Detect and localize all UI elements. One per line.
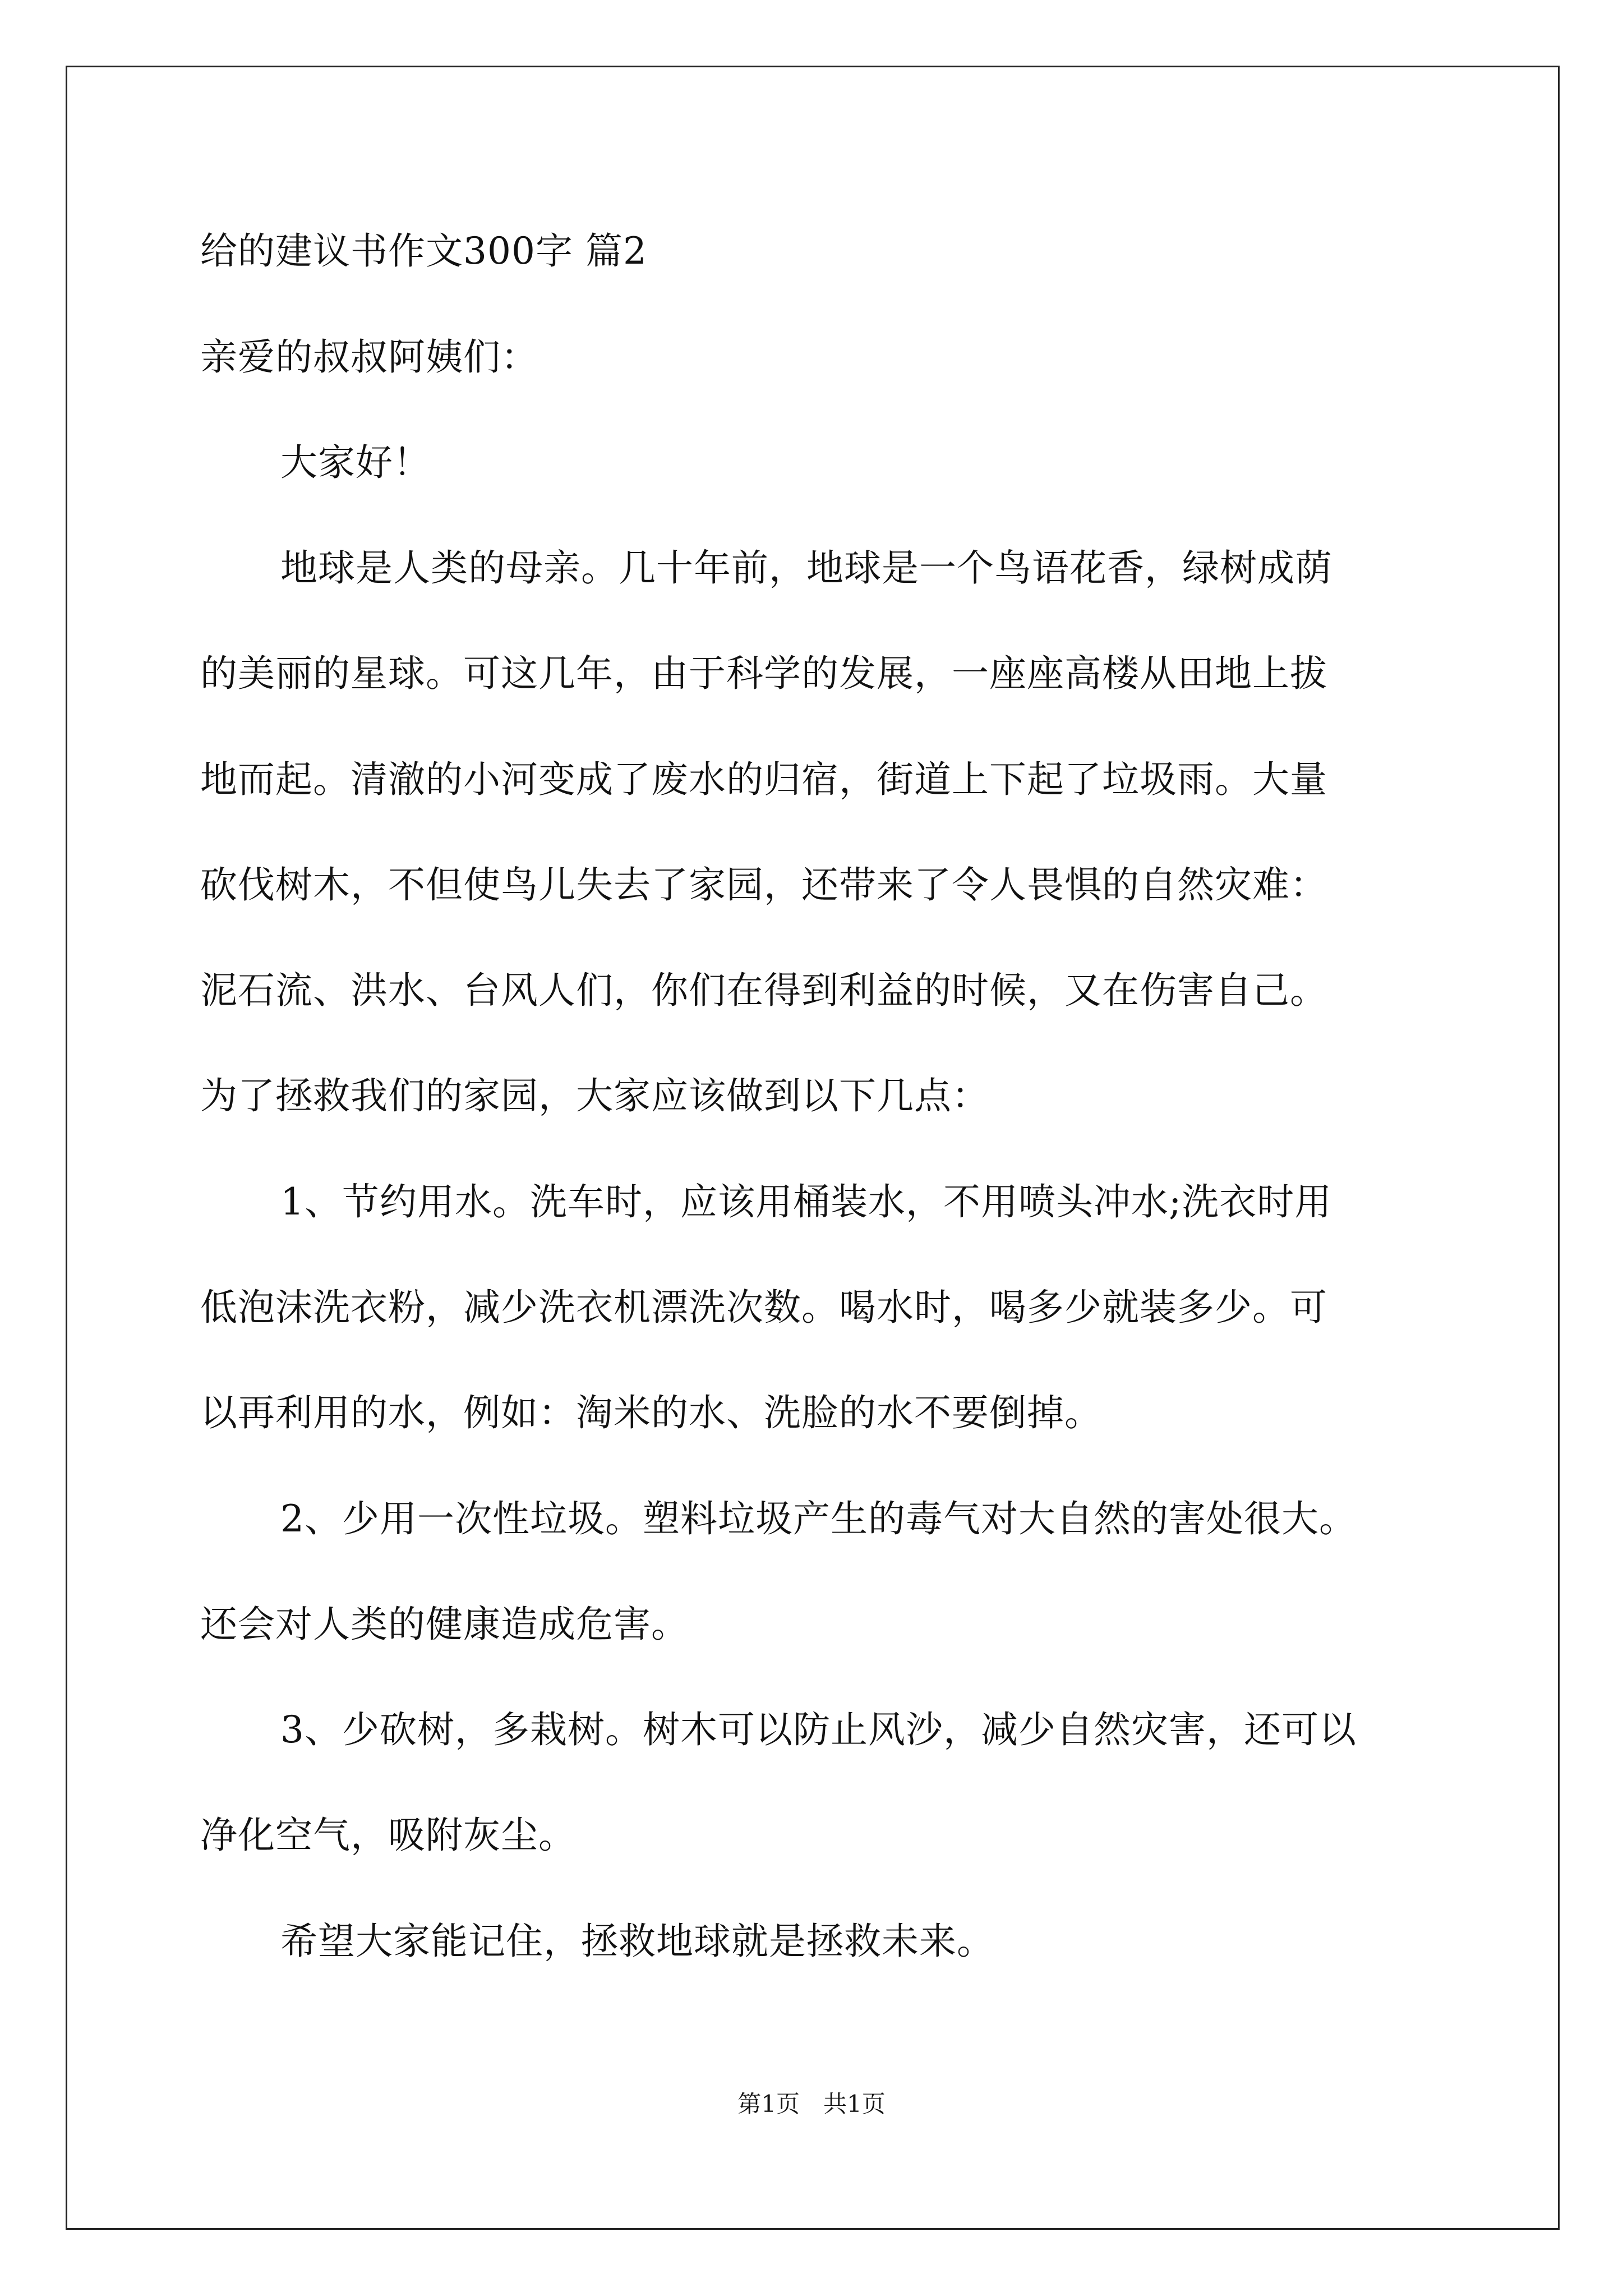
paragraph-line: 泥石流、洪水、台风人们，你们在得到利益的时候，又在伤害自己。 [200, 969, 1327, 1012]
list-item-line: 以再利用的水，例如：淘米的水、洗脸的水不要倒掉。 [200, 1391, 1102, 1434]
list-item-line: 低泡沫洗衣粉，减少洗衣机漂洗次数。喝水时，喝多少就装多少。可 [200, 1286, 1327, 1329]
paragraph-line: 地而起。清澈的小河变成了废水的归宿，街道上下起了垃圾雨。大量 [200, 758, 1327, 801]
document-title: 给的建议书作文300字 篇2 [200, 229, 647, 273]
paragraph-line: 砍伐树木，不但使鸟儿失去了家园，还带来了令人畏惧的自然灾难： [200, 863, 1327, 907]
list-item-line: 1、节约用水。洗车时，应该用桶装水，不用喷头冲水;洗衣时用 [280, 1180, 1332, 1223]
salutation-line: 亲爱的叔叔阿姨们： [200, 335, 538, 379]
closing-line: 希望大家能记住，拯救地球就是拯救未来。 [280, 1920, 994, 1963]
greeting-line: 大家好！ [280, 441, 431, 484]
paragraph-line: 为了拯救我们的家园，大家应该做到以下几点： [200, 1074, 989, 1117]
page-number-footer: 第1页 共1页 [737, 2090, 886, 2118]
list-item-line: 2、少用一次性垃圾。塑料垃圾产生的毒气对大自然的害处很大。 [280, 1497, 1357, 1540]
page-border [66, 66, 1560, 2230]
list-item-line: 净化空气，吸附灰尘。 [200, 1814, 576, 1857]
list-item-line: 3、少砍树，多栽树。树木可以防止风沙，减少自然灾害，还可以 [280, 1708, 1357, 1751]
paragraph-line: 的美丽的星球。可这几年，由于科学的发展，一座座高楼从田地上拔 [200, 652, 1327, 695]
paragraph-line: 地球是人类的母亲。几十年前，地球是一个鸟语花香，绿树成荫 [280, 546, 1332, 590]
list-item-line: 还会对人类的健康造成危害。 [200, 1603, 689, 1646]
